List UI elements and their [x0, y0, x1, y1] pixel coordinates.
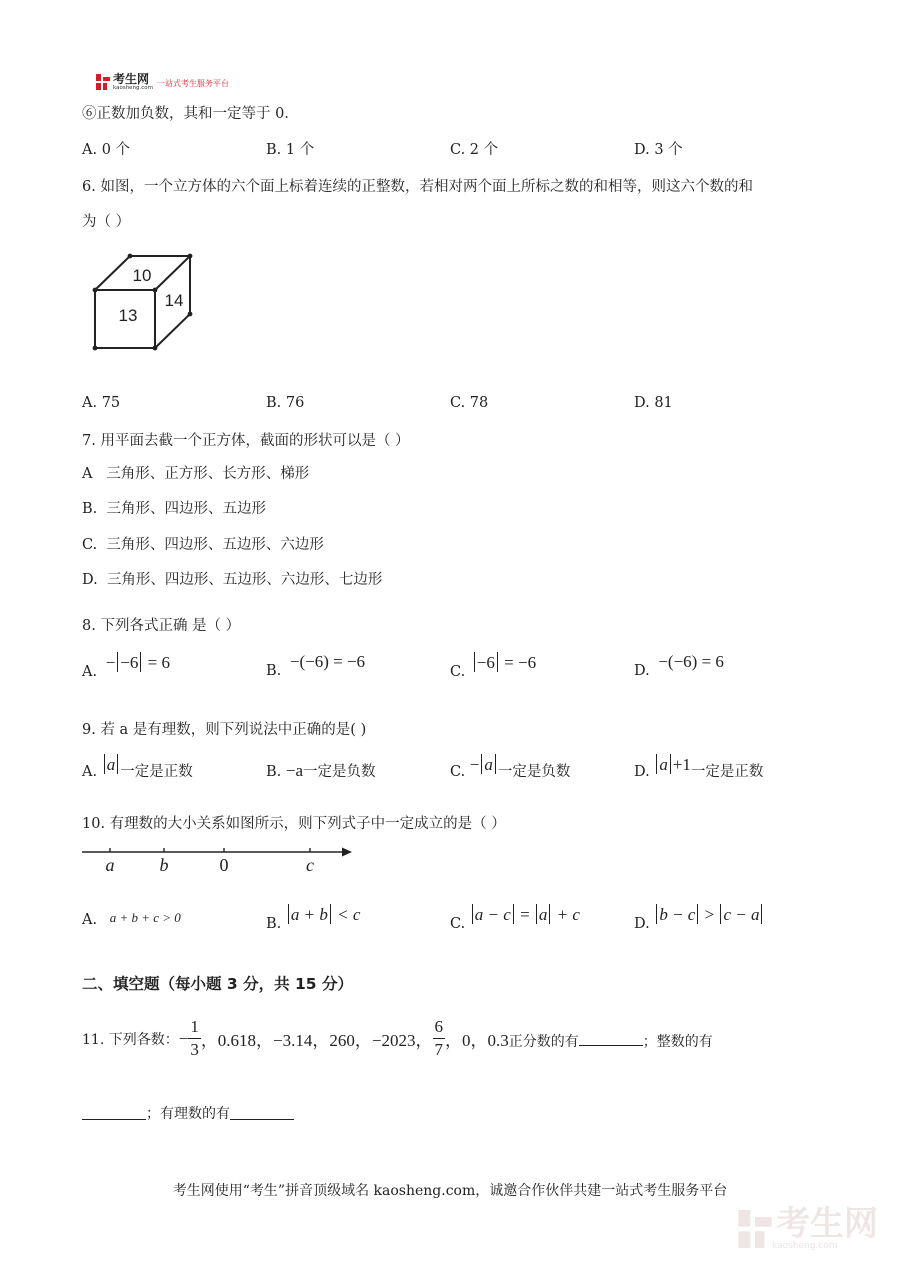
q5-option-d: D. 3 个 [634, 142, 683, 158]
q10-d-inner2: c − a [723, 905, 760, 924]
q5-option-a: A. 0 个 [82, 142, 131, 158]
q11-frac1-num: 1 [188, 1016, 201, 1039]
abs-bar [656, 754, 657, 774]
q11-line2 [82, 1103, 294, 1123]
cube-top-number: 10 [132, 266, 152, 285]
q11-nums-end: ，0，0.3 [445, 1031, 509, 1050]
q8-option-d-math: −(−6) = 6 [658, 652, 724, 671]
q10-c-inner2: a [538, 905, 548, 924]
q10-option-b [266, 905, 361, 933]
q8-option-a-math [106, 653, 170, 672]
abs-bar [495, 754, 496, 774]
q10-option-b-letter: B. [266, 916, 282, 932]
q10-option-d-math [654, 905, 764, 924]
q10-c-inner1: a − c [474, 905, 511, 924]
q11-line [82, 1016, 713, 1061]
q9-option-c-math [470, 755, 498, 774]
q9-option-c [450, 755, 571, 781]
abs-bar [656, 904, 657, 924]
q8-option-c [450, 653, 537, 681]
q9-option-b-tail: 一定是负数 [303, 764, 376, 780]
q8-a-post: = 6 [147, 653, 170, 672]
q9-c-var: a [484, 755, 493, 774]
header-logo [96, 72, 229, 92]
q9-c-pre: − [469, 755, 480, 774]
abs-bar [513, 904, 514, 924]
kaosheng-logo-icon [96, 74, 110, 90]
q11-rationals-label: ；有理数的有 [146, 1106, 230, 1122]
q10-option-d-letter: D. [634, 916, 650, 932]
number-line-label-c: c [306, 855, 314, 875]
q6-option-b: B. 76 [266, 395, 305, 411]
q9-d-var: a [659, 755, 668, 774]
abs-bar [288, 904, 289, 924]
q6-option-d: D. 81 [634, 395, 673, 411]
abs-bar [697, 904, 698, 924]
q8-option-c-math [472, 653, 536, 672]
q6-stem-line2: 为（ ） [82, 214, 131, 230]
watermark-brand: 考生网 [776, 1204, 878, 1244]
q10-option-a-letter: A. [82, 912, 98, 928]
logo-domain: kaosheng.com [113, 84, 154, 91]
q9-option-a-math [102, 755, 121, 774]
q5-option-c: C. 2 个 [450, 142, 499, 158]
q8-option-c-letter: C. [450, 664, 466, 680]
q7-option-b-letter: B. [82, 501, 98, 517]
q9-option-c-tail: 一定是负数 [497, 764, 571, 780]
watermark-wordmark [772, 1204, 878, 1251]
q8-c-post: = −6 [504, 653, 537, 672]
abs-bar [117, 754, 118, 774]
q7-option-a-letter: A [82, 466, 93, 482]
abs-bar [670, 754, 671, 774]
q5-option-b: B. 1 个 [266, 142, 315, 158]
abs-bar [472, 904, 473, 924]
q9-option-d-letter: D. [634, 764, 650, 780]
q10-option-c [450, 905, 580, 933]
q7-option-a [82, 462, 309, 483]
q10-b-inner: a + b [290, 905, 328, 924]
q10-stem: 10. 有理数的大小关系如图所示，则下列式子中一定成立的是（ ） [82, 816, 506, 832]
q11-positive-fractions-label: 正分数的有 [508, 1033, 579, 1050]
q8-option-a [82, 653, 170, 681]
q8-option-b-math: −(−6) = −6 [289, 652, 366, 671]
q10-option-a-math: a + b + c > 0 [109, 910, 181, 925]
q10-d-mid: > [704, 905, 715, 924]
abs-bar [720, 904, 721, 924]
q11-blank-integers[interactable] [82, 1105, 146, 1120]
abs-bar [330, 904, 331, 924]
abs-bar [761, 904, 762, 924]
q11-fraction-one-third [188, 1016, 201, 1061]
q9-d-plus: +1 [672, 755, 691, 774]
q9-option-d-tail: 一定是正数 [690, 764, 764, 780]
watermark-logo-icon [738, 1210, 772, 1248]
q7-option-c-letter: C. [82, 537, 98, 553]
q10-option-d [634, 905, 764, 933]
q9-option-d-math [654, 755, 691, 774]
q6-stem-line1: 6. 如图，一个立方体的六个面上标着连续的正整数，若相对两个面上所标之数的和相等，则这六个数的和 [82, 179, 753, 195]
cube-front-number: 13 [118, 306, 138, 325]
number-line-label-a: a [105, 855, 115, 875]
q9-option-c-letter: C. [450, 764, 466, 780]
q9-option-a-tail: 一定是正数 [120, 764, 193, 780]
q7-stem: 7. 用平面去截一个正方体，截面的形状可以是（ ） [82, 433, 410, 449]
number-line [80, 842, 356, 876]
q8-a-pre: − [105, 653, 116, 672]
q8-option-a-letter: A. [82, 664, 98, 680]
abs-bar [140, 652, 141, 672]
cube-figure [88, 250, 198, 355]
number-line-arrow-icon [342, 848, 352, 857]
q7-option-c-text: 三角形、四边形、五边形、六边形 [106, 537, 324, 553]
section2-heading: 二、填空题（每小题 3 分，共 15 分） [82, 975, 353, 993]
q6-option-a: A. 75 [82, 395, 121, 411]
q11-frac2-den: 7 [434, 1040, 443, 1059]
number-line-label-b: b [159, 855, 169, 875]
q8-option-b [266, 652, 366, 680]
q11-prefix: 11. 下列各数： [82, 1031, 179, 1048]
logo-brand: 考生网 [113, 71, 150, 86]
q11-nums-mid: ，0.618，−3.14，260，−2023， [200, 1031, 433, 1050]
q7-option-d-letter: D. [82, 572, 98, 588]
q7-option-d-text: 三角形、四边形、五边形、六边形、七边形 [106, 572, 383, 588]
abs-bar [497, 652, 498, 672]
q11-fraction-six-sevenths [433, 1016, 446, 1061]
abs-bar [474, 652, 475, 672]
q7-option-a-text: 三角形、正方形、长方形、梯形 [106, 466, 310, 482]
kaosheng-watermark [738, 1204, 878, 1251]
logo-wordmark [113, 71, 154, 91]
q7-option-d [82, 568, 382, 589]
q8-option-d-letter: D. [634, 663, 650, 679]
q8-stem: 8. 下列各式正确 是（ ） [82, 618, 241, 634]
q10-option-c-math [470, 905, 580, 924]
q9-option-b-letter: B. [266, 764, 282, 780]
q11-blank-rationals[interactable] [230, 1105, 294, 1120]
q10-d-inner1: b − c [659, 905, 696, 924]
q6-option-c: C. 78 [450, 395, 489, 411]
q9-option-a [82, 755, 193, 781]
cube-side-number: 14 [164, 291, 184, 310]
q9-option-a-letter: A. [82, 764, 98, 780]
q10-option-a [82, 912, 181, 928]
abs-bar [117, 652, 118, 672]
logo-slogan: 一站式考生服务平台 [157, 78, 230, 88]
q9-option-d [634, 755, 764, 781]
q10-option-b-math [286, 905, 361, 924]
q10-c-post: + c [556, 905, 580, 924]
q10-c-mid: = [520, 905, 530, 924]
q11-frac1-den: 3 [190, 1040, 199, 1059]
q8-c-inner: −6 [476, 653, 495, 672]
q10-option-c-letter: C. [450, 916, 466, 932]
abs-bar [104, 754, 105, 774]
q8-option-d [634, 652, 724, 680]
q8-option-b-letter: B. [266, 663, 282, 679]
abs-bar [536, 904, 537, 924]
q11-blank-positive-fractions[interactable] [579, 1031, 643, 1046]
q7-option-c [82, 533, 324, 554]
q11-frac2-num: 6 [433, 1016, 446, 1039]
q11-frac1-sign: − [178, 1028, 189, 1048]
q11-integers-label: ；整数的有 [642, 1033, 713, 1050]
abs-bar [549, 904, 550, 924]
watermark-domain: kaosheng.com [772, 1241, 838, 1251]
q5-statement: ⑥正数加负数，其和一定等于 0． [82, 106, 299, 122]
q8-a-inner: −6 [120, 653, 139, 672]
page-footer: 考生网使用“考生”拼音顶级域名 kaosheng.com，诚邀合作伙伴共建一站式考生服务平台 [172, 1183, 728, 1199]
q9-stem: 9. 若 a 是有理数，则下列说法中正确的是( ) [82, 722, 367, 738]
q9-a-var: a [106, 755, 116, 774]
q9-option-b [266, 760, 376, 781]
q10-b-post: < c [337, 905, 361, 924]
q7-option-b [82, 497, 266, 518]
q7-option-b-text: 三角形、四边形、五边形 [106, 501, 266, 517]
number-line-label-0: 0 [219, 855, 229, 875]
q9-option-b-math: −a [285, 761, 304, 780]
abs-bar [481, 754, 482, 774]
